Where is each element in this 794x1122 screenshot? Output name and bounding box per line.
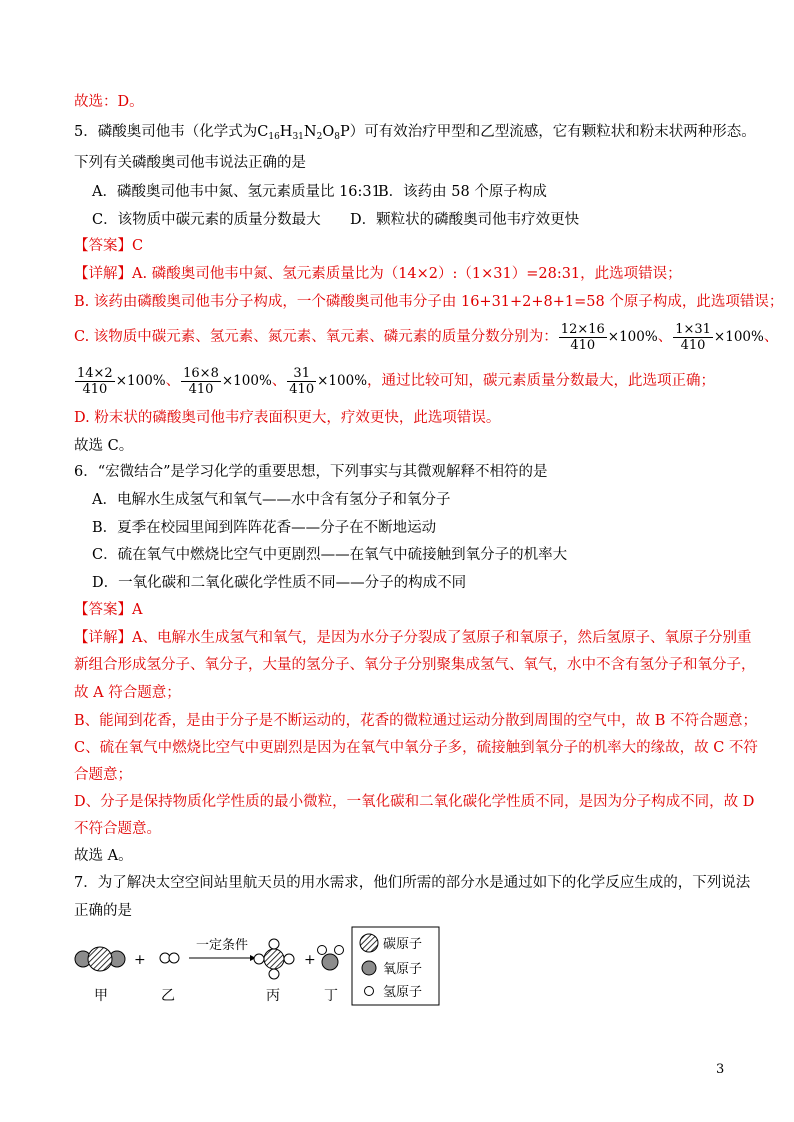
reaction-diagram [68,926,448,1008]
q6-explain-a-line3: 故 A 符合题意； [74,685,181,701]
legend-hydrogen: 氢原子 [383,985,423,1000]
fraction-carbon: $\frac{12\times 16}{410}$ ×100% [560,321,658,353]
molecule-jia [75,947,125,971]
q6-explain-b: B、能闻到花香，是由于分子是不断运动的，花香的微粒通过运动分散到周围的空气中，故 B 不符合题意； [74,713,758,729]
hydrogen-atom-icon [365,987,374,996]
q5-stem-line1 [74,122,756,147]
q5-option-c: C．该物质中碳元素的质量分数最大 [92,212,321,228]
q5-option-a: A．磷酸奥司他韦中氮、氢元素质量比 16:31 [92,184,381,200]
q5-explain-b: B. 该药由磷酸奥司他韦分子构成，一个磷酸奥司他韦分子由 16+31+2+8+1=58 个原子构成，此选项错误； [74,294,784,310]
q6-explain-c-line1: C、硫在氧气中燃烧比空气中更剧烈是因为在氧气中氧分子多，硫接触到氧分子的机率大的缘故，故 C 不符 [74,740,758,756]
q7-stem-line2: 正确的是 [74,903,132,919]
q5-explain-c-line1: C. 该物质中碳元素、氢元素、氮元素、氧元素、磷元素的质量分数分别为： $\frac{12\times 16}{410}$ ×100%、 $\frac{1\times 31}{410}$ ×100%、 [74,321,779,353]
molecule-bing [254,939,294,979]
q6-explain-a-line2: 新组合形成氢分子、氧分子，大量的氢分子、氧分子分别聚集成氢气、氧气，水中不含有氢分子和氧分子， [74,657,756,673]
oxygen-atom-icon [362,961,376,975]
legend [352,927,439,1005]
q6-answer: 【答案】A [74,602,143,618]
q5-conclusion: 故选 C。 [74,438,134,454]
prev-answer-end: 故选：D。 [74,94,144,110]
q6-option-a: A．电解水生成氢气和氧气——水中含有氢分子和氧分子 [92,492,451,508]
label-yi: 乙 [161,988,175,1004]
q5-stem-a: 5．磷酸奥司他韦（化学式为 [74,124,258,140]
plus-sign-1: + [134,952,146,968]
molecule-ding [318,946,344,971]
q7-stem-line1: 7．为了解决太空空间站里航天员的用水需求，他们所需的部分水是通过如下的化学反应生成的，下列说法 [74,875,751,891]
q6-option-c: C．硫在氧气中燃烧比空气中更剧烈——在氧气中硫接触到氧分子的机率大 [92,547,568,563]
label-ding: 丁 [324,988,338,1004]
q5-option-b: B．该药由 58 个原子构成 [378,184,547,200]
q6-explain-d-line2: 不符合题意。 [74,821,161,837]
label-bing: 丙 [266,988,280,1004]
arrow-icon [189,955,256,961]
q6-conclusion: 故选 A。 [74,848,133,864]
fraction-nitrogen: $\frac{14\times 2}{410}$ ×100% [77,365,166,397]
q6-option-b: B．夏季在校园里闻到阵阵花香——分子在不断地运动 [92,520,437,536]
q5-explain-a: 【详解】A. 磷酸奥司他韦中氮、氢元素质量比为（14×2）:（1×31）=28:31，此选项错误； [74,266,682,282]
q5-option-d: D．颗粒状的磷酸奥司他韦疗效更快 [350,212,580,228]
carbon-atom-icon [360,934,378,952]
plus-sign-2: + [304,952,316,968]
q5-explain-d: D. 粉末状的磷酸奥司他韦疗表面积更大，疗效更快，此选项错误。 [74,410,501,426]
fraction-oxygen: $\frac{16\times 8}{410}$ ×100% [183,365,272,397]
molecule-yi [160,953,179,963]
fraction-hydrogen: $\frac{1\times 31}{410}$ ×100% [675,321,764,353]
label-jia: 甲 [94,988,108,1004]
q6-explain-d-line1: D、分子是保持物质化学性质的最小微粒，一氧化碳和二氧化碳化学性质不同，是因为分子构成不同，故 D [74,794,755,810]
q6-stem: 6．“宏微结合”是学习化学的重要思想，下列事实与其微观解释不相符的是 [74,464,548,480]
q6-option-d: D．一氧化碳和二氧化碳化学性质不同——分子的构成不同 [92,575,467,591]
chem-formula: $C_{16}H_{31}N_2O_8P$ [257,124,350,142]
fraction-phosphorus: $\frac{31}{410}$ ×100% [289,365,368,397]
q5-explain-c-line2: $\frac{14\times 2}{410}$ ×100%、 $\frac{16\times 8}{410}$ ×100%、 $\frac{31}{410}$ ×100%，通过比较可知，碳元素质量分数最大，此选项正确； [74,361,715,401]
legend-oxygen: 氧原子 [383,962,423,977]
q5-stem-b: ）可有效治疗甲型和乙型流感，它有颗粒状和粉末状两种形态。 [349,124,756,140]
q6-explain-a-line1: 【详解】A、电解水生成氢气和氧气，是因为水分子分裂成了氢原子和氧原子，然后氢原子、氧原子分别重 [74,630,752,646]
q6-explain-c-line2: 合题意； [74,767,132,783]
reaction-condition: 一定条件 [196,938,249,953]
q5-answer: 【答案】C [74,238,144,254]
page-number: 3 [716,1062,725,1077]
q5-stem-line2: 下列有关磷酸奥司他韦说法正确的是 [74,155,306,171]
legend-carbon: 碳原子 [383,937,423,952]
